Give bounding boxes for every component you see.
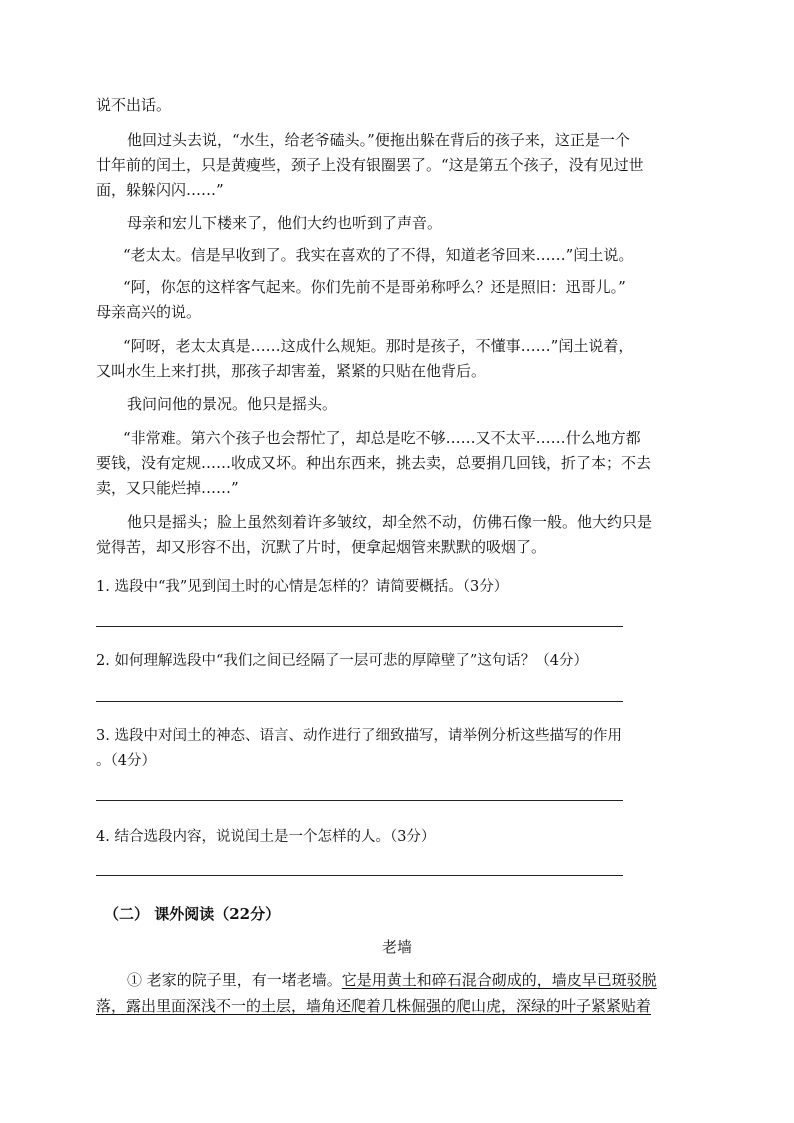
passage-line: “老太太。信是早收到了。我实在喜欢的了不得，知道老爷回来……”闰土说。 xyxy=(123,246,634,264)
passage-line: 卖，又只能烂掉……” xyxy=(96,479,239,497)
passage-line: 要钱，没有定规……收成又坏。种出东西来，挑去卖，总要捐几回钱，折了本；不去 xyxy=(96,454,652,472)
passage-line: “阿，你怎的这样客气起来。你们先前不是哥弟称呼么？还是照旧：迅哥儿。” xyxy=(123,278,626,296)
question-3: 3. 选段中对闰土的神态、语言、动作进行了细致描写，请举例分析这些描写的作用 xyxy=(96,728,622,744)
passage-line: “非常难。第六个孩子也会帮忙了，却总是吃不够……又不太平……什么地方都 xyxy=(123,429,641,447)
passage-line: “阿呀，老太太真是……这成什么规矩。那时是孩子，不懂事……”闰土说着， xyxy=(123,337,634,355)
passage-line: 面，躲躲闪闪……” xyxy=(96,181,224,199)
passage-line: 说不出话。 xyxy=(96,96,172,114)
passage-line: 我问问他的景况。他只是摇头。 xyxy=(127,395,338,413)
passage-line: 他回过头去说，“水生，给老爷磕头。”便拖出躲在背后的孩子来，这正是一个 xyxy=(127,131,630,149)
question-3-continued: 。（4分） xyxy=(96,753,156,769)
answer-line-1 xyxy=(96,626,623,627)
question-4: 4. 结合选段内容，说说闰土是一个怎样的人。（3分） xyxy=(96,829,436,845)
article-line-1 xyxy=(127,970,657,990)
question-1: 1. 选段中“我”见到闰土时的心情是怎样的？请简要概括。（3分） xyxy=(96,579,509,595)
answer-line-3 xyxy=(96,800,623,801)
underlined-text: 它是用黄土和碎石混合砌成的，墙皮早已斑驳脱 xyxy=(341,971,657,989)
passage-line: 觉得苦，却又形容不出，沉默了片时，便拿起烟管来默默的吸烟了。 xyxy=(96,538,547,556)
passage-line: 母亲高兴的说。 xyxy=(96,303,202,321)
section-heading: （二） 课外阅读（22分） xyxy=(104,905,281,923)
passage-line: 又叫水生上来打拱，那孩子却害羞，紧紧的只贴在他背后。 xyxy=(96,362,487,380)
article-title: 老墙 xyxy=(381,938,412,956)
question-2: 2. 如何理解选段中“我们之间已经隔了一层可悲的厚障壁了”这句话？（4分） xyxy=(96,653,588,669)
answer-line-2 xyxy=(96,701,623,702)
passage-line: 母亲和宏儿下楼来了，他们大约也听到了声音。 xyxy=(127,214,443,232)
article-line-2: 落，露出里面深浅不一的土层，墙角还爬着几株倔强的爬山虎，深绿的叶子紧紧贴着 xyxy=(96,997,652,1015)
passage-line: 他只是摇头；脸上虽然刻着许多皱纹，却全然不动，仿佛石像一般。他大约只是 xyxy=(127,513,653,531)
article-text: ① 老家的院子里，有一堵老墙。 xyxy=(127,971,342,989)
answer-line-4 xyxy=(96,875,623,876)
passage-line: 廿年前的闰土，只是黄瘦些，颈子上没有银圈罢了。“这是第五个孩子，没有见过世 xyxy=(96,156,644,174)
